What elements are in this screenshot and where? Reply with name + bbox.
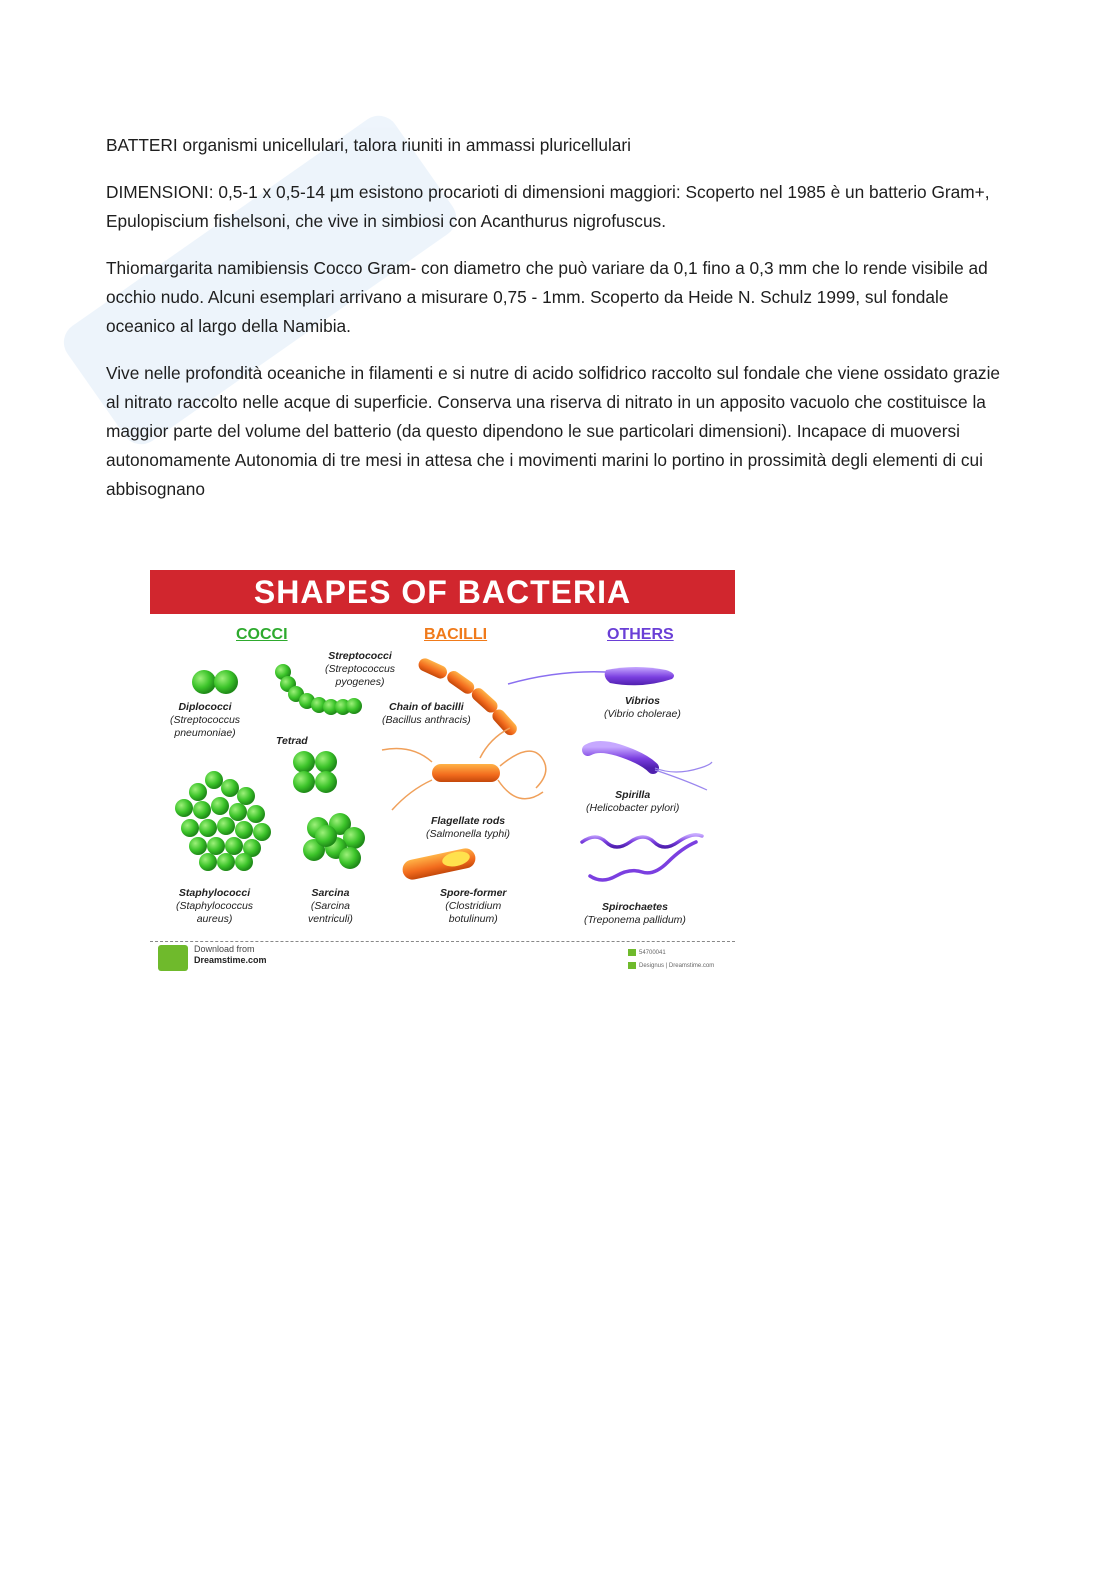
image-credit: 54700041 Designus | Dreamstime.com xyxy=(628,947,714,973)
column-heading-cocci: COCCI xyxy=(236,626,288,643)
label-flagellate-rods: Flagellate rods (Salmonella typhi) xyxy=(426,815,511,840)
paragraph-intro: BATTERI organismi unicellulari, talora riuniti in ammassi pluricellulari xyxy=(106,135,632,155)
spirochaete-shape xyxy=(582,835,702,880)
label-chain-of-bacilli: Chain of bacilli (Bacillus anthracis) xyxy=(382,701,471,726)
label-spirilla: Spirilla (Helicobacter pylori) xyxy=(586,789,680,814)
staphylococci-shape xyxy=(175,771,271,871)
column-heading-others: OTHERS xyxy=(607,626,674,643)
spore-former-shape xyxy=(401,847,478,882)
label-spirochaetes: Spirochaetes (Treponema pallidum) xyxy=(584,901,686,926)
label-tetrad: Tetrad xyxy=(276,735,308,747)
label-streptococci: Streptococci (Streptococcus pyogenes) xyxy=(325,650,396,688)
spirilla-shape xyxy=(588,747,712,790)
label-vibrios: Vibrios (Vibrio cholerae) xyxy=(604,695,681,720)
paragraph-habitat: Vive nelle profondità oceaniche in filamenti e si nutre di acido solfidrico raccolto sul fondale che viene ossidato grazie al nitrato raccolto nelle acque di superficie. Conserva una riserva di nitrato in un apposito vacuolo che costituisce la maggior parte del volume del batterio (da questo dipendono le sue particolari dimensioni). Incapace di muoversi autonomamente Autonomia di tre mesi in attesa che i movimenti marini lo portino in prossimità degli elementi di cui abbisognano xyxy=(106,363,1001,499)
diplococci-shape xyxy=(192,670,238,694)
document-body xyxy=(106,131,1006,522)
vibrio-shape xyxy=(508,667,674,685)
label-sarcina: Sarcina (Sarcina ventriculi) xyxy=(308,887,353,925)
label-staphylococci: Staphylococci (Staphylococcus aureus) xyxy=(176,887,254,925)
flagellate-rod-shape xyxy=(382,728,546,810)
label-diplococci: Diplococci (Streptococcus pneumoniae) xyxy=(170,701,241,739)
footer-divider xyxy=(150,941,735,942)
bacteria-shapes-figure xyxy=(150,570,735,975)
figure-title: SHAPES OF BACTERIA xyxy=(150,570,735,614)
label-spore-former: Spore-former (Clostridium botulinum) xyxy=(440,887,507,925)
sarcina-shape xyxy=(303,813,365,869)
dreamstime-logo-icon xyxy=(158,945,188,971)
download-credit: Download from Dreamstime.com xyxy=(194,944,267,965)
paragraph-dimensions: DIMENSIONI: 0,5-1 x 0,5-14 µm esistono procarioti di dimensioni maggiori: Scoperto nel 1985 è un batterio Gram+, Epulopiscium fishelsoni, che vive in simbiosi con Acanthurus nigrofuscus. xyxy=(106,182,990,231)
column-heading-bacilli: BACILLI xyxy=(424,626,488,643)
paragraph-thiomargarita: Thiomargarita namibiensis Cocco Gram- con diametro che può variare da 0,1 fino a 0,3 mm che lo rende visibile ad occhio nudo. Alcuni esemplari arrivano a misurare 0,75 - 1mm. Scoperto da Heide N. Schulz 1999, sul fondale oceanico al largo della Namibia. xyxy=(106,258,988,336)
tetrad-shape xyxy=(293,751,337,793)
